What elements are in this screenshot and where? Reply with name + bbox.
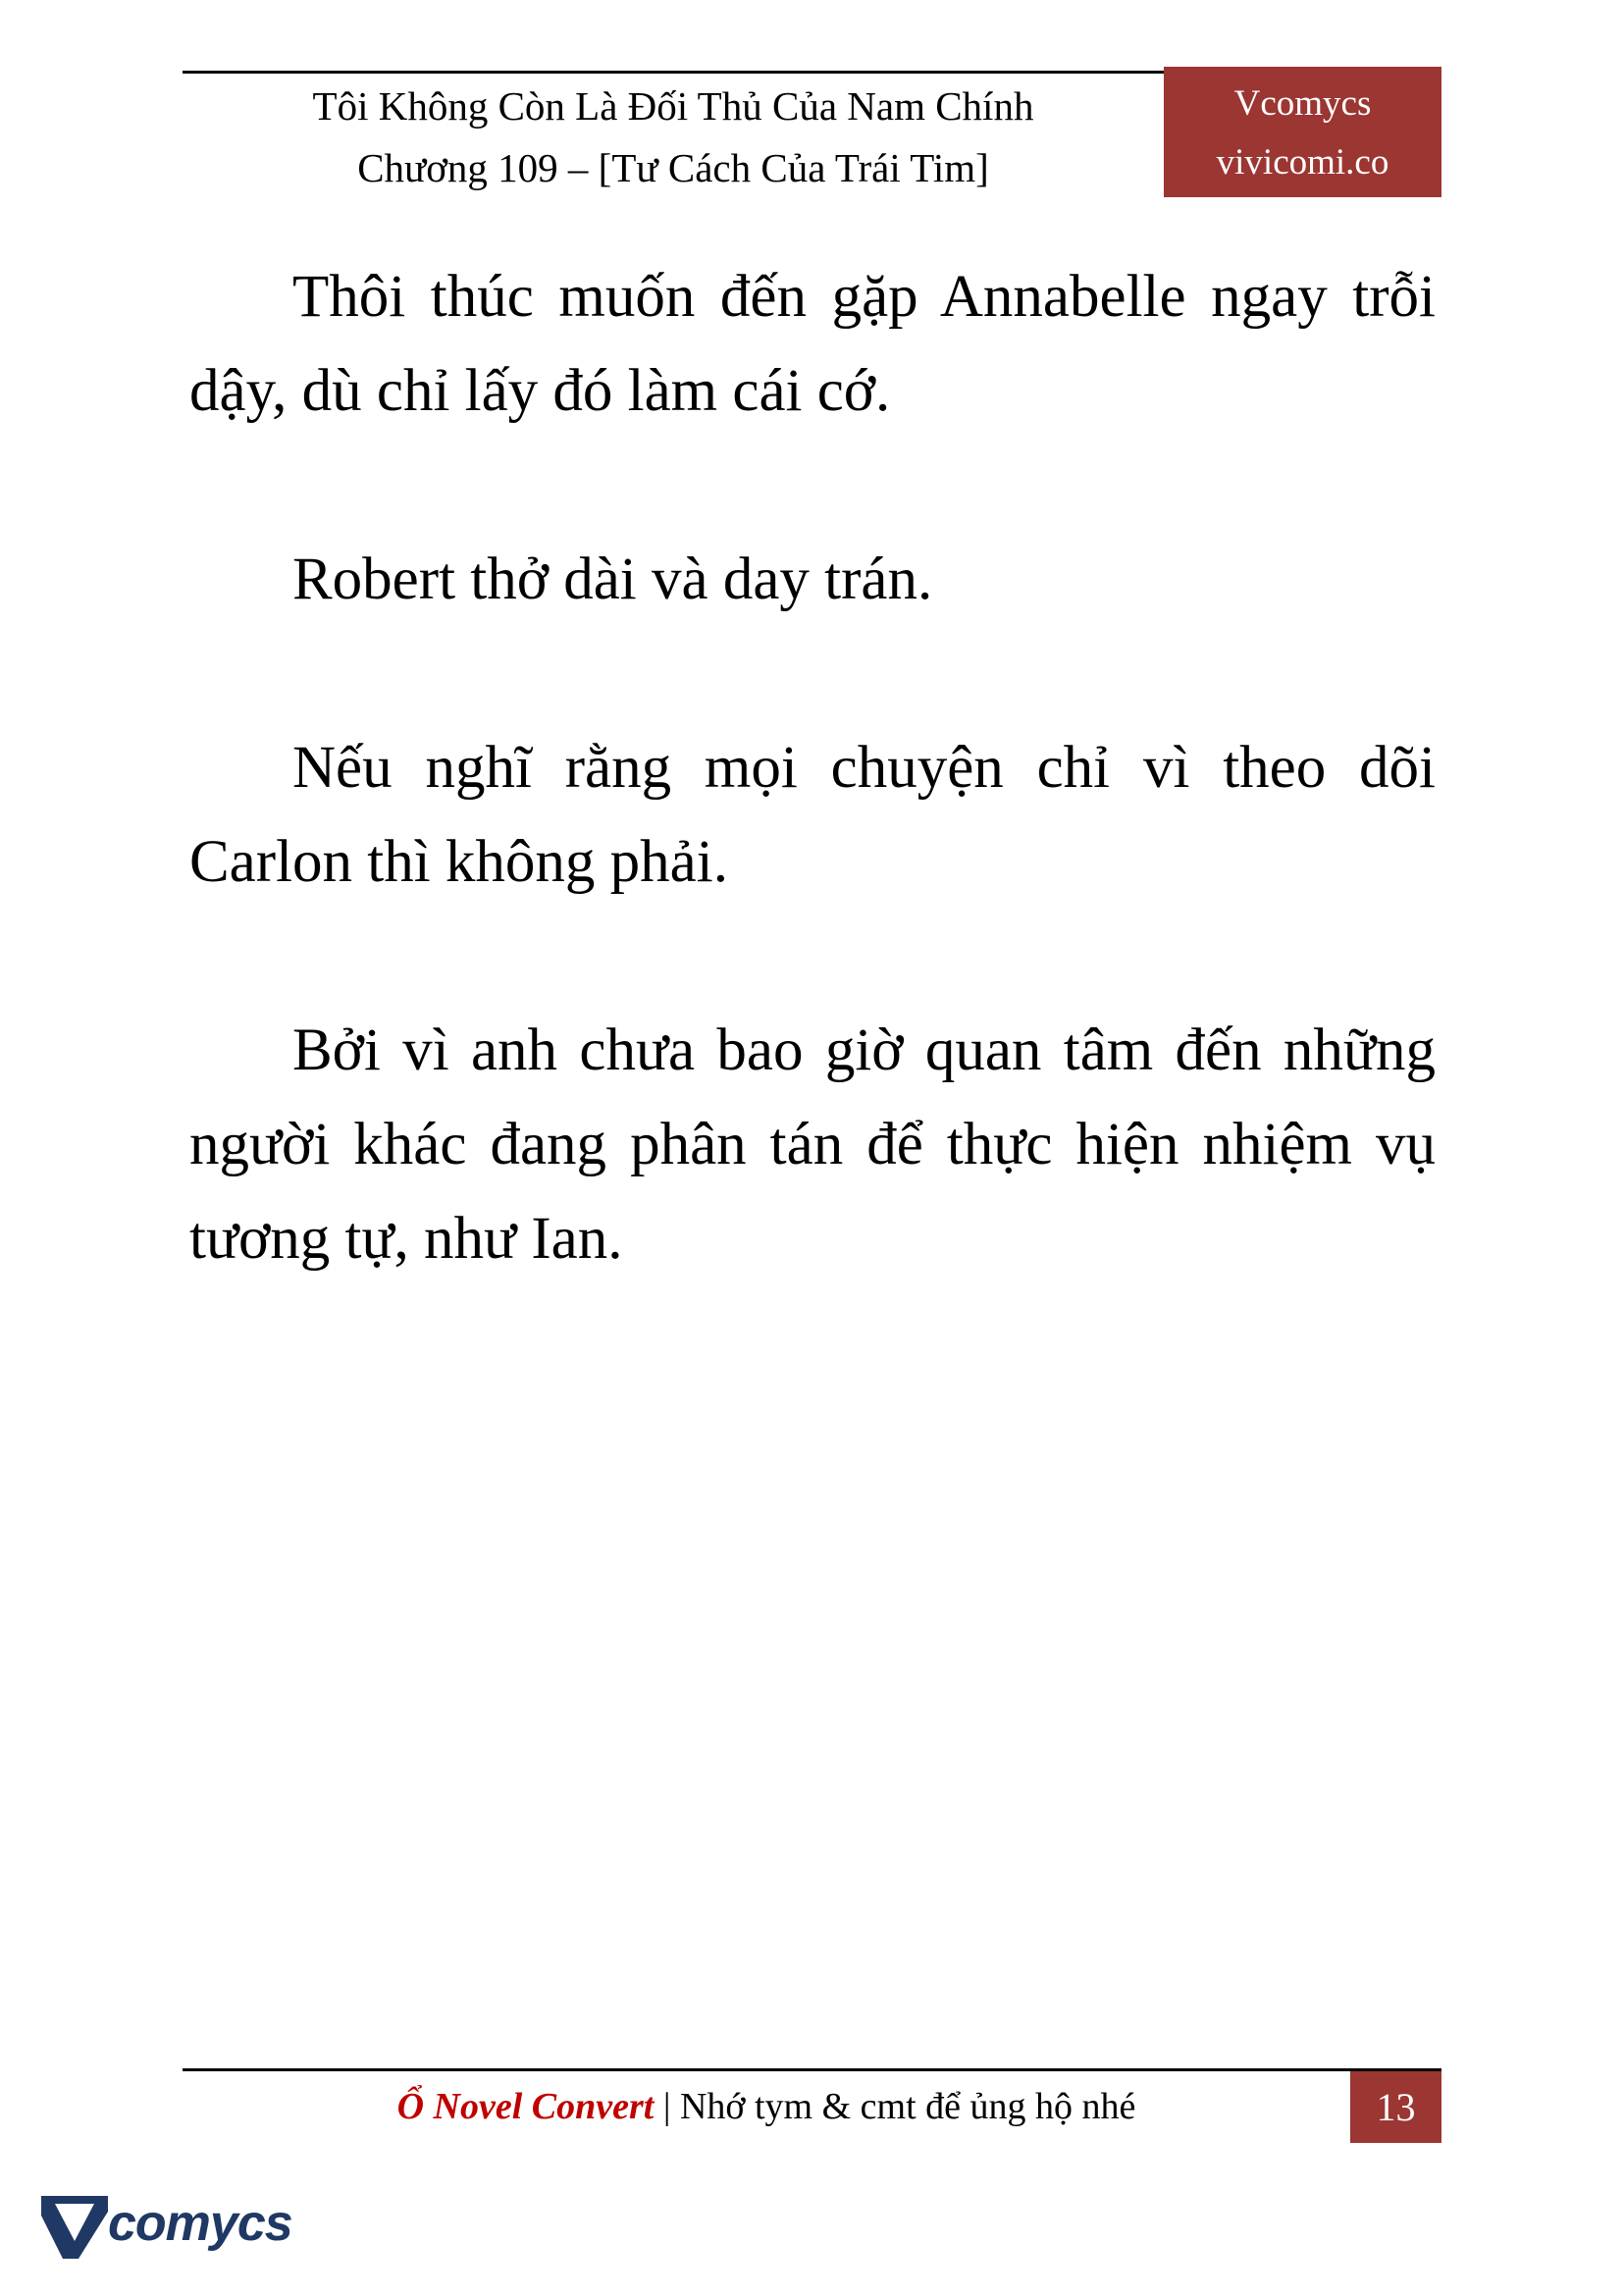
header-title-line2: Chương 109 – [Tư Cách Của Trái Tim] bbox=[357, 145, 989, 190]
footer-note: Nhớ tym & cmt để ủng hộ nhé bbox=[679, 2086, 1136, 2127]
footer-separator: | bbox=[662, 2086, 671, 2127]
footer-inner bbox=[183, 2071, 1441, 2143]
page-content bbox=[189, 250, 1436, 1286]
site-badge-url: vivicomi.co bbox=[1216, 142, 1389, 183]
header-title bbox=[183, 76, 1164, 199]
site-badge-name: Vcomycs bbox=[1233, 83, 1372, 124]
site-badge bbox=[1164, 67, 1441, 197]
vcomycs-watermark bbox=[35, 2186, 290, 2269]
page-number: 13 bbox=[1350, 2071, 1441, 2143]
page-footer bbox=[183, 2068, 1441, 2143]
page-header bbox=[183, 71, 1441, 208]
paragraph: Thôi thúc muốn đến gặp Annabelle ngay trỗi dậy, dù chỉ lấy đó làm cái cớ. bbox=[189, 264, 1436, 424]
paragraph: Nếu nghĩ rằng mọi chuyện chỉ vì theo dõi Carlon thì không phải. bbox=[189, 735, 1436, 895]
footer-brand: Ổ Novel Convert bbox=[396, 2086, 655, 2127]
footer-credit bbox=[183, 2071, 1350, 2143]
paragraph: Robert thở dài và day trán. bbox=[292, 547, 933, 612]
paragraph: Bởi vì anh chưa bao giờ quan tâm đến những người khác đang phân tán để thực hiện nhiệm vụ tương tự, như Ian. bbox=[189, 1017, 1436, 1272]
header-title-line1: Tôi Không Còn Là Đối Thủ Của Nam Chính bbox=[312, 83, 1034, 129]
vcomycs-watermark-text: comycs bbox=[108, 2195, 292, 2252]
